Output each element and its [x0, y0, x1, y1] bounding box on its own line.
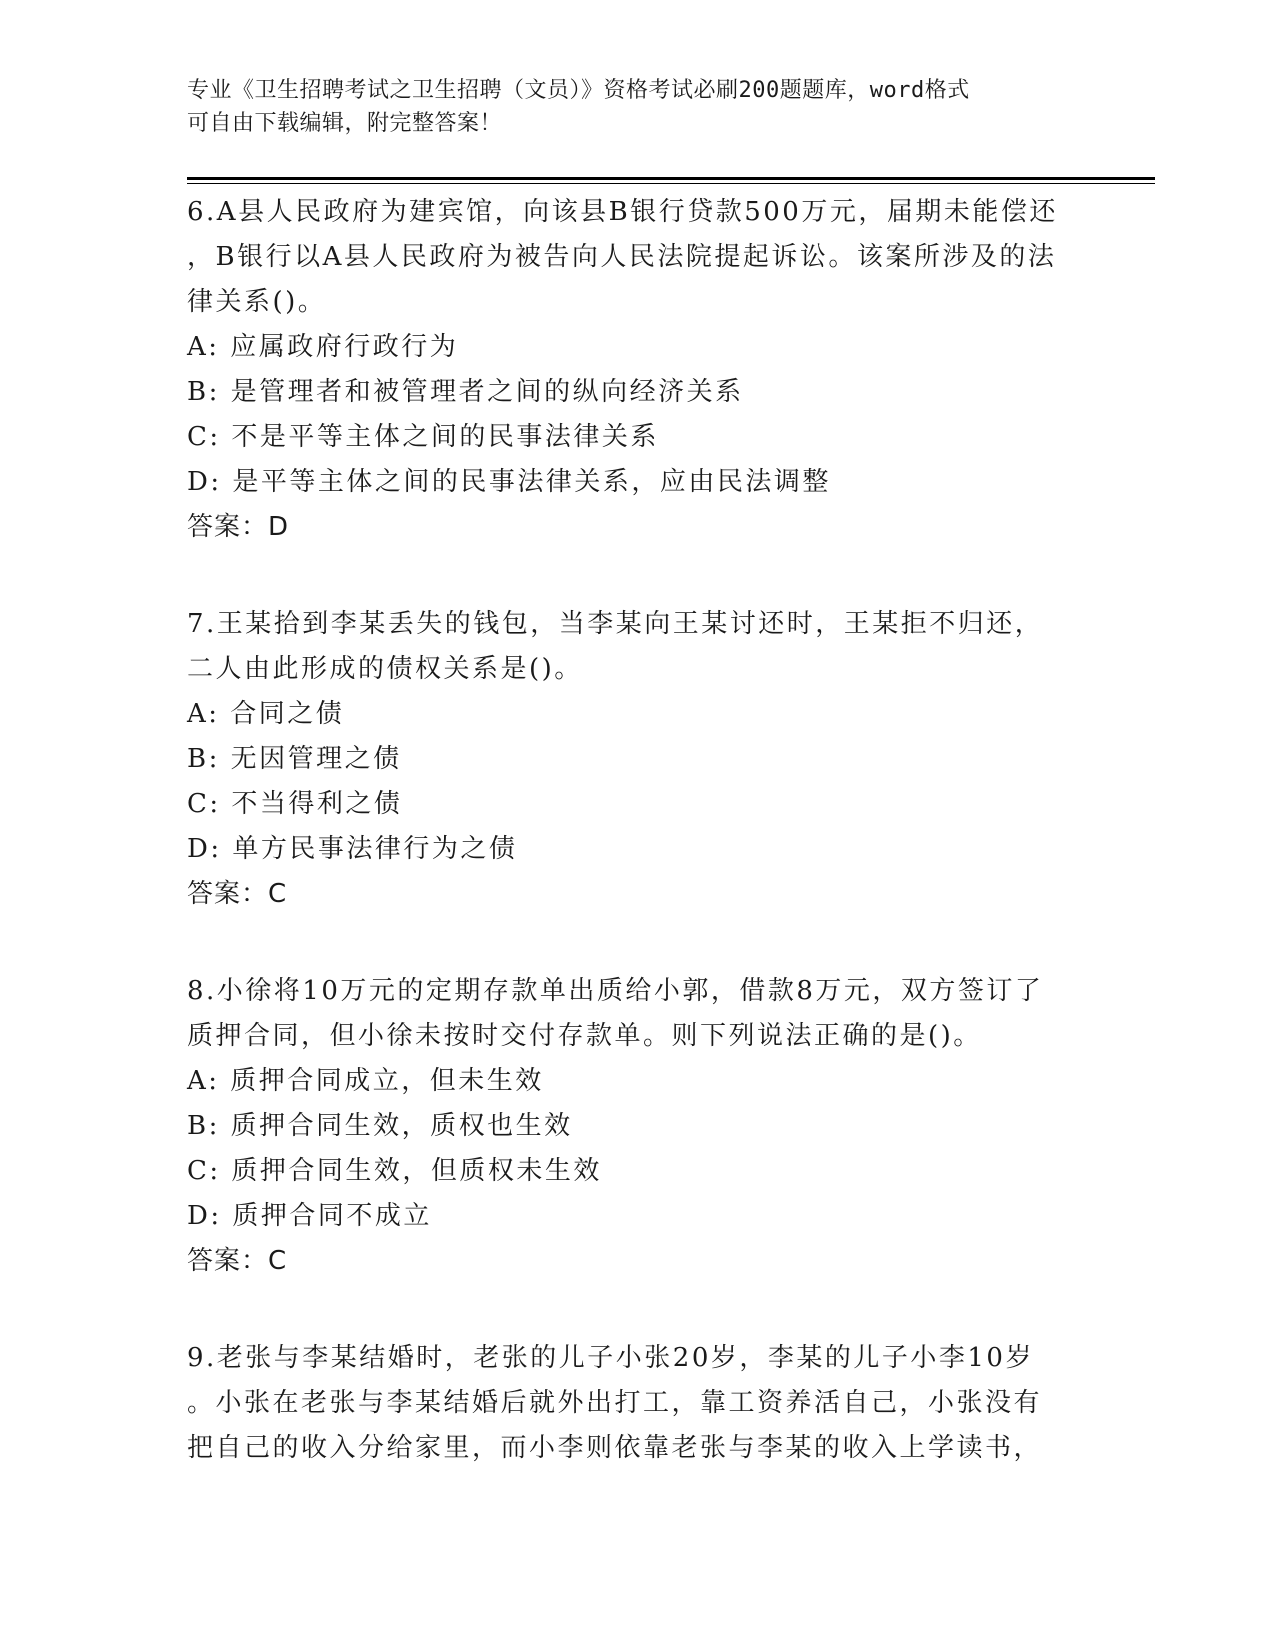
spacer: [187, 550, 1087, 602]
question-9: [187, 1336, 1087, 1471]
option-d: D: 质押合同不成立: [187, 1201, 432, 1231]
question-text-line: 7.王某拾到李某丢失的钱包，当李某向王某讨还时，王某拒不归还，: [187, 609, 1044, 639]
option-b: B: 是管理者和被管理者之间的纵向经济关系: [187, 377, 744, 407]
option-b: B: 无因管理之债: [187, 744, 402, 774]
option-d: D: 单方民事法律行为之债: [187, 834, 518, 864]
question-text-line: 律关系()。: [187, 287, 327, 317]
header-divider-thin: [187, 183, 1155, 184]
answer: 答案：C: [187, 1246, 288, 1276]
spacer: [187, 917, 1087, 969]
option-c: C: 不是平等主体之间的民事法律关系: [187, 422, 659, 452]
header-line-1: 专业《卫生招聘考试之卫生招聘（文员）》资格考试必刷200题题库，word格式: [187, 78, 970, 103]
option-d: D: 是平等主体之间的民事法律关系，应由民法调整: [187, 467, 831, 497]
question-text-line: 8.小徐将10万元的定期存款单出质给小郭，借款8万元，双方签订了: [187, 976, 1044, 1006]
question-text-line: 6.A县人民政府为建宾馆，向该县B银行贷款500万元，届期未能偿还: [187, 197, 1058, 227]
option-b: B: 质押合同生效，质权也生效: [187, 1111, 573, 1141]
question-list: [187, 190, 1087, 1471]
question-6: [187, 190, 1087, 550]
header-line-2: 可自由下载编辑，附完整答案！: [187, 111, 503, 136]
question-text-line: 二人由此形成的债权关系是()。: [187, 654, 583, 684]
spacer: [187, 1284, 1087, 1336]
option-c: C: 质押合同生效，但质权未生效: [187, 1156, 602, 1186]
option-c: C: 不当得利之债: [187, 789, 403, 819]
question-text-line: 把自己的收入分给家里，而小李则依靠老张与李某的收入上学读书，: [187, 1433, 1043, 1463]
question-text-line: 。小张在老张与李某结婚后就外出打工，靠工资养活自己，小张没有: [187, 1388, 1043, 1418]
header-divider-thick: [187, 177, 1155, 180]
question-text-line: 质押合同，但小徐未按时交付存款单。则下列说法正确的是()。: [187, 1021, 982, 1051]
answer: 答案：D: [187, 512, 290, 542]
option-a: A: 合同之债: [187, 699, 345, 729]
option-a: A: 应属政府行政行为: [187, 332, 459, 362]
question-8: [187, 969, 1087, 1284]
question-text-line: 9.老张与李某结婚时，老张的儿子小张20岁，李某的儿子小李10岁: [187, 1343, 1034, 1373]
option-a: A: 质押合同成立，但未生效: [187, 1066, 544, 1096]
question-text-line: ，B银行以A县人民政府为被告向人民法院提起诉讼。该案所涉及的法: [187, 242, 1057, 272]
answer: 答案：C: [187, 879, 288, 909]
question-7: [187, 602, 1087, 917]
document-header: [187, 74, 1087, 140]
